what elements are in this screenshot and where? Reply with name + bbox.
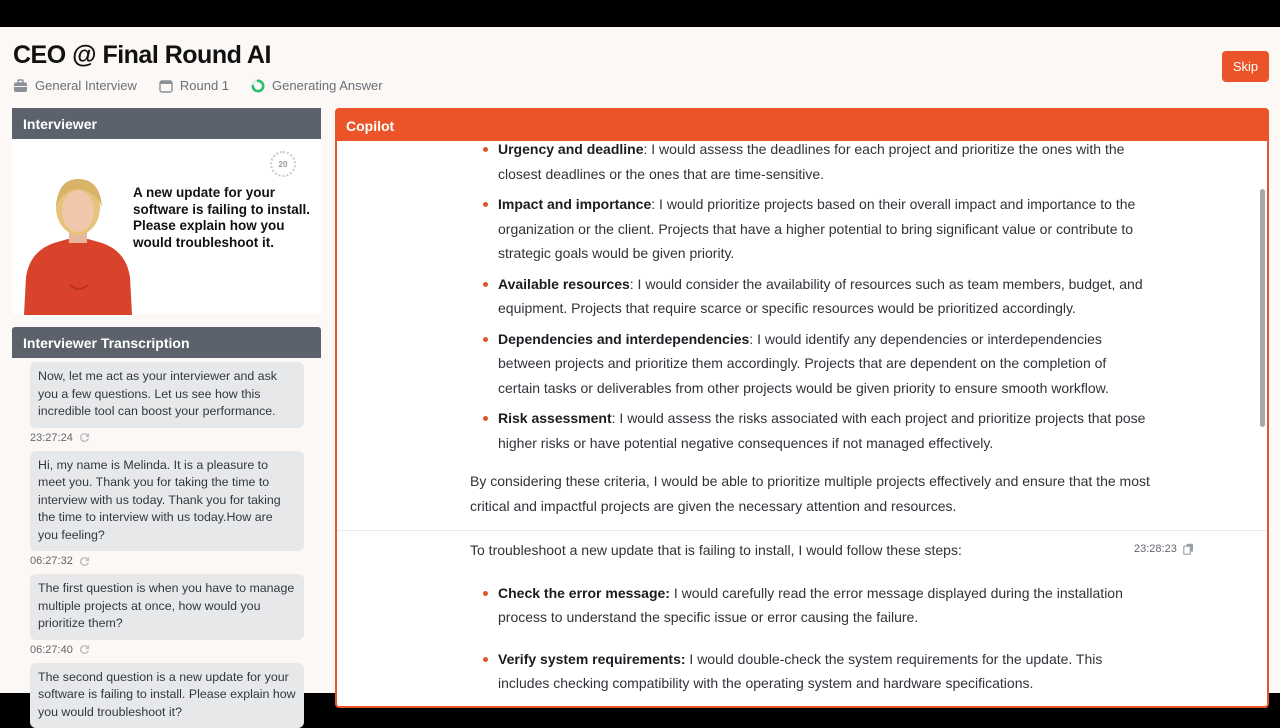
point-title: Impact and importance xyxy=(498,196,651,212)
point-text: I would carefully read the error message displayed during the installation process to understand the specific issue or error causing the failure. xyxy=(498,585,1123,626)
briefcase-icon xyxy=(13,79,28,93)
point-text: : I would assess the deadlines for each project and prioritize the ones with the closest deadlines or the ones that are time-sensitive. xyxy=(498,141,1124,182)
loading-spinner-icon xyxy=(251,79,265,93)
transcript-time: 06:27:40 xyxy=(30,644,73,656)
answer-point xyxy=(470,406,1150,455)
meta-round xyxy=(159,78,229,93)
point-title: Urgency and deadline xyxy=(498,141,643,157)
interviewer-question: A new update for your software is failing to install. Please explain how you would troubleshoot it. xyxy=(133,185,318,251)
app-window xyxy=(0,27,1280,693)
point-text: I would double-check the system requirements for the update. This includes checking compatibility with the operating system and hardware specifications. xyxy=(498,651,1102,692)
point-text: : I would consider the availability of resources such as team members, budget, and equipment. Projects that require scarce or specific resources would be prioritized accordingly. xyxy=(498,276,1143,317)
calendar-icon xyxy=(159,79,173,93)
point-text: : I would identify any dependencies or interdependencies between projects and prioritize them accordingly. Projects that are dependent on the completion of certain tasks or deliverables from other projects would be given priority to ensure smooth workflow. xyxy=(498,331,1109,396)
point-text: : I would prioritize projects based on their overall impact and importance to the organization or the client. Projects that have a higher potential to bring significant value or contribute to strategic goals would be given priority. xyxy=(498,196,1135,261)
transcription-header: Interviewer Transcription xyxy=(12,327,321,358)
skip-button[interactable]: Skip xyxy=(1222,51,1269,82)
transcript-message: The first question is when you have to manage multiple projects at once, how would you prioritize them? xyxy=(30,574,304,640)
point-title: Risk assessment xyxy=(498,410,612,426)
answer-points xyxy=(470,581,1150,696)
transcript-message: Hi, my name is Melinda. It is a pleasure to meet you. Thank you for taking the time to interview with us today. Thank you for taking the time to interview with us today.How are you feeling? xyxy=(30,451,304,552)
copy-icon[interactable] xyxy=(1183,543,1194,555)
copilot-answer-prioritization xyxy=(470,137,1150,518)
transcription-panel xyxy=(12,327,321,693)
answer-point xyxy=(470,581,1150,630)
answer-timer: 20 xyxy=(270,151,296,177)
answer-point xyxy=(470,647,1150,696)
point-text: : I would assess the risks associated with each project and prioritize projects that pose higher risks or have potential negative consequences if not managed effectively. xyxy=(498,410,1145,451)
answer-divider xyxy=(337,530,1267,531)
answer-points xyxy=(470,137,1150,455)
meta-interview-type xyxy=(13,78,137,93)
point-title: Available resources xyxy=(498,276,630,292)
refresh-icon[interactable] xyxy=(79,432,90,443)
interviewer-avatar xyxy=(22,167,134,315)
answer-point xyxy=(470,327,1150,401)
point-title: Dependencies and interdependencies xyxy=(498,331,749,347)
copilot-content[interactable] xyxy=(337,141,1267,708)
copilot-panel xyxy=(335,108,1269,708)
interviewer-panel xyxy=(12,108,321,314)
copilot-header: Copilot xyxy=(337,110,1267,141)
refresh-icon[interactable] xyxy=(79,556,90,567)
answer-intro: To troubleshoot a new update that is failing to install, I would follow these steps: xyxy=(470,538,1150,563)
copilot-scrollbar[interactable] xyxy=(1260,189,1265,427)
transcript-time: 06:27:32 xyxy=(30,555,73,567)
refresh-icon[interactable] xyxy=(79,644,90,655)
transcript-timestamp xyxy=(30,555,304,567)
interviewer-header: Interviewer xyxy=(12,108,321,139)
transcript-timestamp xyxy=(30,644,304,656)
meta-status xyxy=(251,78,383,93)
answer-point xyxy=(470,137,1150,186)
transcription-list[interactable] xyxy=(12,358,321,728)
page-title: CEO @ Final Round AI xyxy=(13,41,271,70)
transcript-message: Now, let me act as your interviewer and ask you a few questions. Let us see how this incredible tool can boost your performance. xyxy=(30,362,304,428)
answer-point xyxy=(470,192,1150,266)
point-title: Verify system requirements: xyxy=(498,651,686,667)
transcript-timestamp xyxy=(30,432,304,444)
answer-point xyxy=(470,272,1150,321)
interviewer-body xyxy=(12,139,321,314)
meta-status-label: Generating Answer xyxy=(272,78,383,93)
transcript-time: 23:27:24 xyxy=(30,432,73,444)
meta-round-label: Round 1 xyxy=(180,78,229,93)
answer-time: 23:28:23 xyxy=(1134,543,1177,555)
meta-interview-type-label: General Interview xyxy=(35,78,137,93)
interview-meta xyxy=(13,78,405,93)
copilot-answer-troubleshooting xyxy=(470,538,1150,713)
transcript-message: The second question is a new update for your software is failing to install. Please explain how you would troubleshoot it? xyxy=(30,663,304,728)
point-title: Check the error message: xyxy=(498,585,670,601)
answer-conclusion: By considering these criteria, I would be able to prioritize multiple projects effectively and ensure that the most critical and impactful projects are given the necessary attention and resources. xyxy=(470,469,1150,518)
